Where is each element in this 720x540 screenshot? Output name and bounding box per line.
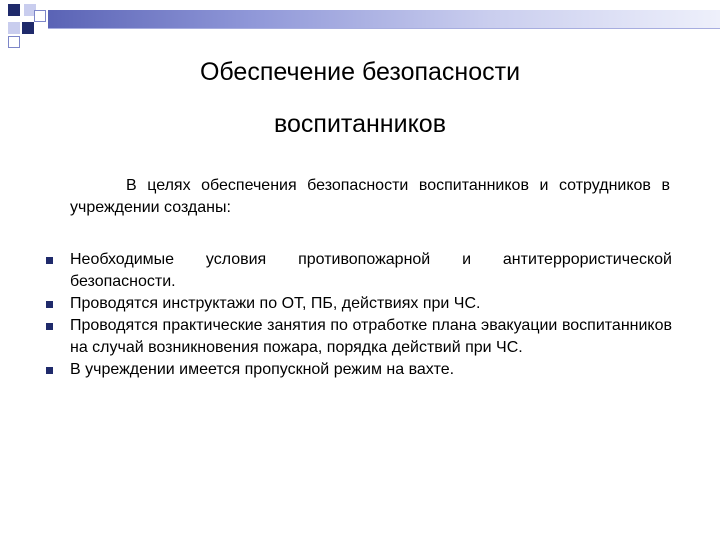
list-item-text: Необходимые условия противопожарной и антитеррористической безопасности. [70,251,672,290]
decor-square [34,10,46,22]
square-bullet-icon [46,257,53,264]
square-bullet-icon [46,301,53,308]
header-divider [48,28,720,29]
decor-square [22,22,34,34]
decor-square [8,4,20,16]
slide-title [0,46,720,150]
header-gradient-bar [48,10,720,28]
bullet-list [46,249,672,381]
square-bullet-icon [46,323,53,330]
list-item-text: Проводятся практические занятия по отработке плана эвакуации воспитанников на случай возникновения пожара, порядка действий при ЧС. [70,317,672,356]
title-line-1: Обеспечение безопасности [199,58,521,86]
list-item [46,293,672,315]
square-bullet-icon [46,367,53,374]
intro-paragraph: В целях обеспечения безопасности воспитанников и сотрудников в учреждении созданы: [70,177,670,216]
decor-square [8,22,20,34]
list-item [46,249,672,293]
title-line-2: воспитанников [274,110,446,138]
list-item [46,359,672,381]
list-item [46,315,672,359]
list-item-text: Проводятся инструктажи по ОТ, ПБ, действиях при ЧС. [70,295,481,312]
list-item-text: В учреждении имеется пропускной режим на вахте. [70,361,455,378]
